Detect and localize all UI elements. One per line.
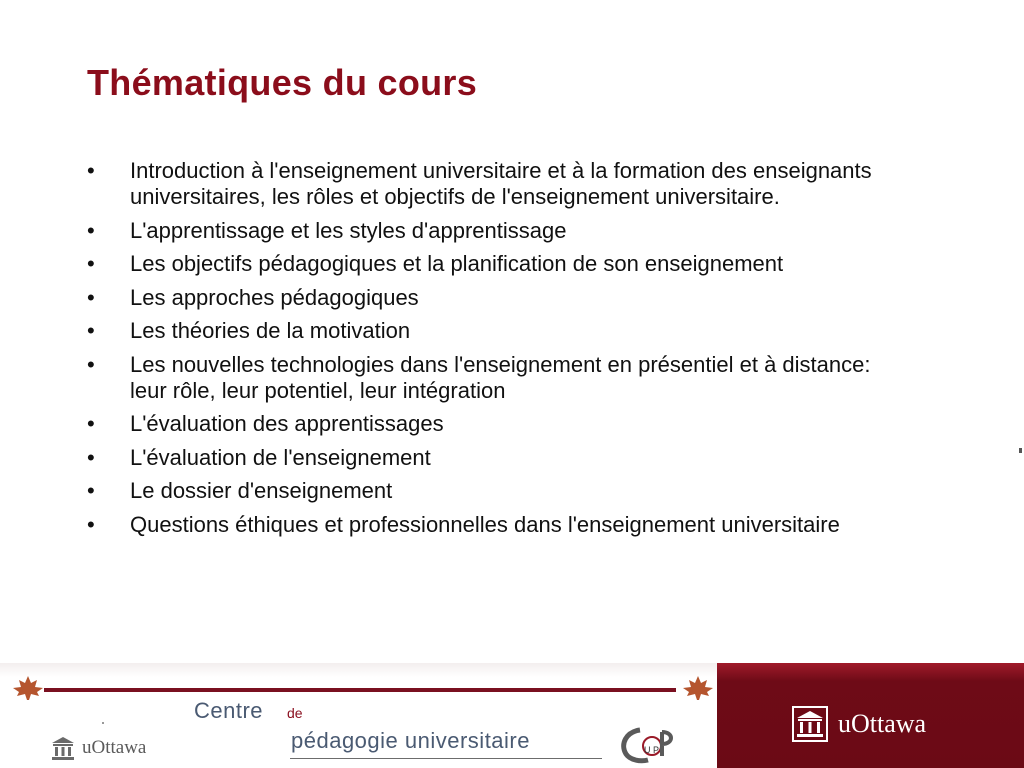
pedagogie-label: pédagogie universitaire xyxy=(291,728,530,753)
maple-leaf-icon xyxy=(680,674,716,702)
cpu-logo-icon xyxy=(618,726,678,764)
bullet-marker: • xyxy=(87,284,95,310)
building-icon xyxy=(50,735,76,761)
list-item xyxy=(87,445,907,471)
bullet-marker: • xyxy=(87,511,95,537)
bullet-text: L'apprentissage et les styles d'apprentissage xyxy=(130,217,567,243)
bullet-text: Le dossier d'enseignement xyxy=(130,478,393,503)
building-icon xyxy=(792,706,828,742)
footer-divider-line xyxy=(44,688,676,692)
bullet-text: Questions éthiques et professionnelles dans l'enseignement universitaire xyxy=(130,511,840,537)
uottawa-large-label: uOttawa xyxy=(838,709,927,738)
bullet-marker: • xyxy=(87,251,95,276)
decorative-dot xyxy=(102,722,104,724)
bullet-marker: • xyxy=(87,318,95,343)
list-item xyxy=(87,512,907,538)
bullet-marker: • xyxy=(87,478,95,503)
bullet-text: Les nouvelles technologies dans l'enseignement en présentiel et à distance: leur rôle, leur potentiel, leur intégration xyxy=(130,351,871,403)
stray-mark xyxy=(1019,448,1022,453)
bullet-list xyxy=(87,158,907,545)
list-item xyxy=(87,218,907,244)
maple-leaf-icon xyxy=(10,674,46,702)
bullet-marker: • xyxy=(87,217,95,243)
list-item xyxy=(87,318,907,344)
bullet-text: L'évaluation de l'enseignement xyxy=(130,444,431,470)
bullet-text: L'évaluation des apprentissages xyxy=(130,411,444,436)
uottawa-logo-small xyxy=(50,734,146,762)
uottawa-small-label: uOttawa xyxy=(82,737,147,758)
slide-title: Thématiques du cours xyxy=(87,62,478,103)
bullet-text: Les approches pédagogiques xyxy=(130,284,419,310)
bullet-text: Les théories de la motivation xyxy=(130,318,411,343)
bullet-text: Introduction à l'enseignement universitaire et à la formation des enseignants universitaires, les rôles et objectifs de l'enseignement universitaire. xyxy=(130,158,872,209)
uottawa-logo-large xyxy=(792,706,926,742)
list-item xyxy=(87,352,907,404)
list-item xyxy=(87,285,907,311)
list-item xyxy=(87,478,907,504)
bullet-marker: • xyxy=(87,351,95,377)
pedagogie-underline xyxy=(290,758,602,759)
bullet-marker: • xyxy=(87,444,95,470)
bullet-text: Les objectifs pédagogiques et la planification de son enseignement xyxy=(130,251,784,276)
list-item xyxy=(87,251,907,277)
bullet-marker: • xyxy=(87,411,95,436)
de-label: de xyxy=(287,705,303,721)
list-item xyxy=(87,411,907,437)
cpu-logo-text: U P xyxy=(644,745,660,755)
bullet-marker: • xyxy=(87,158,95,183)
list-item xyxy=(87,158,907,210)
centre-label: Centre xyxy=(194,698,264,723)
